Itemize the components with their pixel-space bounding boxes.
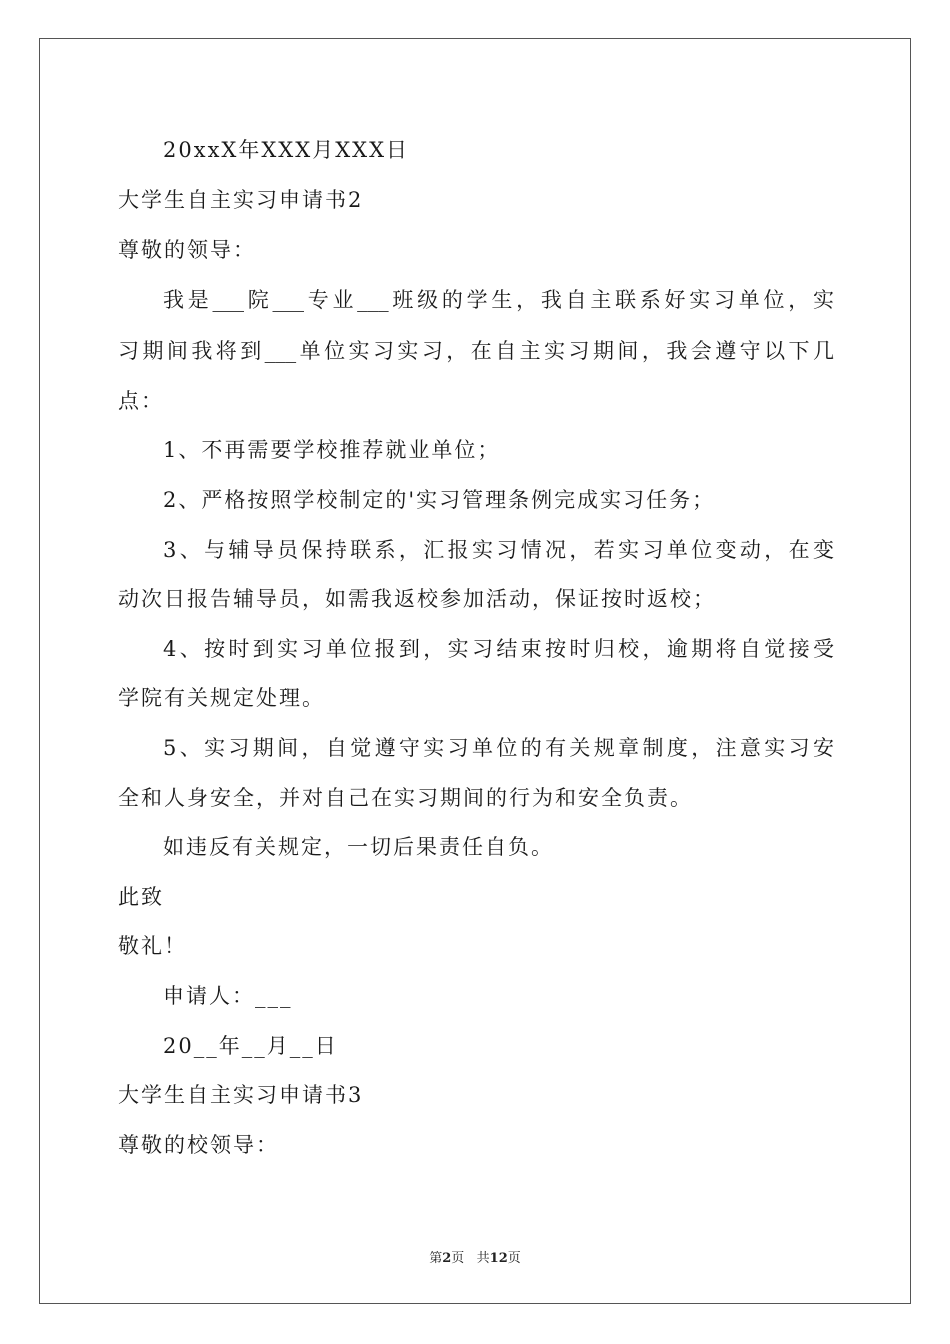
salutation-2: 尊敬的领导： (118, 238, 256, 262)
item-4-line-2: 学院有关规定处理。 (118, 686, 325, 710)
applicant-line: 申请人：___ (163, 984, 293, 1008)
page-footer (0, 1247, 950, 1266)
intro-line-1: 我是___院___专业___班级的学生，我自主联系好实习单位，实 (163, 288, 834, 312)
item-2: 2、严格按照学校制定的'实习管理条例完成实习任务； (163, 488, 716, 512)
page-border (39, 38, 911, 1304)
closing-note: 如违反有关规定，一切后果责任自负。 (163, 835, 554, 859)
item-3-line-1: 3、与辅导员保持联系，汇报实习情况，若实习单位变动，在变 (163, 538, 834, 562)
footer-suffix: 页 (507, 1251, 521, 1266)
item-4-line-1: 4、按时到实习单位报到，实习结束按时归校，逾期将自觉接受 (163, 637, 834, 661)
footer-mid: 页 共 (451, 1251, 490, 1266)
date-blank-line: 20__年__月__日 (163, 1034, 338, 1058)
item-3-line-2: 动次日报告辅导员，如需我返校参加活动，保证按时返校； (118, 587, 716, 611)
section-title-3: 大学生自主实习申请书3 (118, 1083, 364, 1107)
salutation-3: 尊敬的校领导： (118, 1133, 279, 1157)
section-title-2: 大学生自主实习申请书2 (118, 188, 364, 212)
cizhi: 此致 (118, 885, 164, 909)
item-5-line-2: 全和人身安全，并对自己在实习期间的行为和安全负责。 (118, 786, 693, 810)
jingli: 敬礼！ (118, 934, 187, 958)
date-line: 20xxX年XXX月XXX日 (163, 138, 410, 162)
intro-line-2: 习期间我将到___单位实习实习，在自主实习期间，我会遵守以下几 (118, 339, 834, 363)
footer-current-page: 2 (442, 1251, 452, 1266)
item-5-line-1: 5、实习期间，自觉遵守实习单位的有关规章制度，注意实习安 (163, 736, 834, 760)
item-1: 1、不再需要学校推荐就业单位； (163, 438, 501, 462)
footer-total-pages: 12 (489, 1251, 508, 1266)
footer-prefix: 第 (429, 1251, 443, 1266)
intro-line-3: 点： (118, 389, 164, 413)
